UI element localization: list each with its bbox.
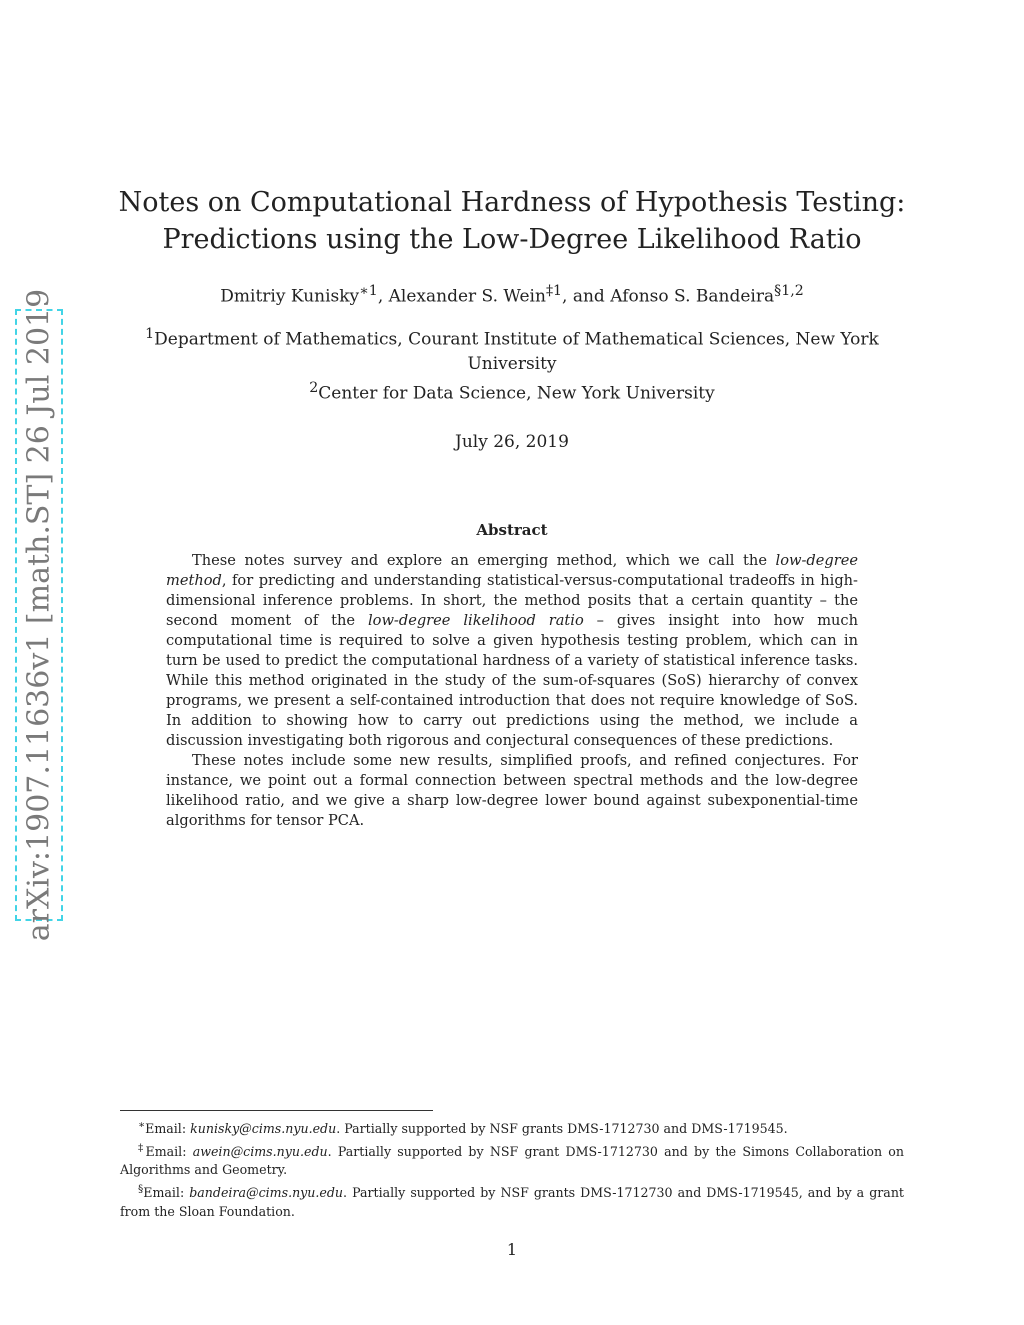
footnote-rule — [120, 1110, 433, 1111]
footnote-label: Email: — [145, 1121, 191, 1137]
author-mark: ‡1 — [545, 283, 563, 299]
abstract-body — [166, 551, 858, 831]
author-separator: , — [377, 286, 389, 307]
affiliation-number: 1 — [145, 326, 155, 342]
abstract-text: – gives insight into how much computational time is required to solve a given hypothesis testing problem, which can in turn be used to predict the computational hardness of a variety of statistical inference tasks. While this method originated in the study of the sum-of-squares (SoS) hierarchy of convex programs, we present a self-contained introduction that does not require knowledge of SoS. In addition to showing how to carry out predictions using the method, we include a discussion investigating both rigorous and conjectural consequences of these predictions. — [166, 612, 859, 749]
abstract-paragraph-2: These notes include some new results, simplified proofs, and refined conjectures. For instance, we point out a formal connection between spectral methods and the low-degree likelihood ratio, and we give a sharp low-degree lower bound against subexponential-time algorithms for tensor PCA. — [166, 752, 858, 829]
abstract-paragraph-1 — [166, 551, 858, 751]
page-number: 1 — [506, 1240, 518, 1259]
affiliation-1 — [0, 322, 1024, 352]
affiliations — [0, 322, 1024, 405]
footnote-label: Email: — [145, 1143, 193, 1159]
affiliation-text: Department of Mathematics, Courant Institute of Mathematical Sciences, New York — [154, 329, 879, 350]
author-mark: ∗1 — [359, 283, 378, 299]
author-name: Dmitriy Kunisky — [220, 286, 360, 307]
footnote-text: . Partially supported by NSF grant DMS-1712730 and by the Simons Collaboration on Algorithms and Geometry. — [120, 1143, 904, 1178]
author-name: Afonso S. Bandeira — [610, 286, 775, 307]
footnote-3 — [120, 1180, 904, 1221]
abstract-heading: Abstract — [476, 521, 548, 539]
footnote-mark: ‡ — [138, 1141, 146, 1154]
footnote-text: . Partially supported by NSF grants DMS-1712730 and DMS-1719545. — [336, 1121, 788, 1137]
footnotes — [120, 1116, 904, 1221]
abstract-text: , for predicting and understanding statistical-versus-computational tradeoffs in high-dimensional inference problems. In short, the method posits that a certain quantity – the second moment of the — [166, 572, 858, 629]
title-line-1: Notes on Computational Hardness of Hypothesis Testing: — [118, 187, 906, 218]
footnote-mark: ∗ — [138, 1119, 146, 1131]
affiliation-text: Center for Data Science, New York University — [318, 383, 715, 404]
footnote-1 — [120, 1116, 904, 1139]
emphasis-low-degree-likelihood-ratio: low-degree likelihood ratio — [367, 612, 584, 629]
footnote-text: . Partially supported by NSF grants DMS-1712730 and DMS-1719545, and by a grant from the Sloan Foundation. — [120, 1185, 904, 1219]
paper-date: July 26, 2019 — [455, 432, 569, 452]
author-mark: §1,2 — [774, 283, 804, 299]
author-name: Alexander S. Wein — [388, 286, 546, 307]
abstract-text: These notes survey and explore an emerging method, which we call the — [192, 552, 776, 569]
footnote-2 — [120, 1139, 904, 1180]
affiliation-number: 2 — [309, 379, 319, 396]
title-line-2: Predictions using the Low-Degree Likelihood Ratio — [162, 224, 862, 255]
paper-title — [0, 184, 1024, 258]
arxiv-identifier-link[interactable]: arXiv:1907.11636v1 [math.ST] 26 Jul 2019 — [21, 288, 57, 942]
email-link[interactable]: kunisky@cims.nyu.edu — [190, 1121, 337, 1137]
email-link[interactable]: awein@cims.nyu.edu — [192, 1143, 328, 1159]
affiliation-1-cont: University — [467, 353, 557, 374]
emphasis-low-degree-method: low-degree method — [166, 552, 858, 589]
email-link[interactable]: bandeira@cims.nyu.edu — [189, 1185, 344, 1201]
footnote-label: Email: — [143, 1185, 190, 1201]
author-list — [0, 283, 1024, 307]
footnote-mark: § — [138, 1182, 144, 1195]
author-separator: , and — [562, 286, 611, 307]
affiliation-2 — [0, 376, 1024, 406]
